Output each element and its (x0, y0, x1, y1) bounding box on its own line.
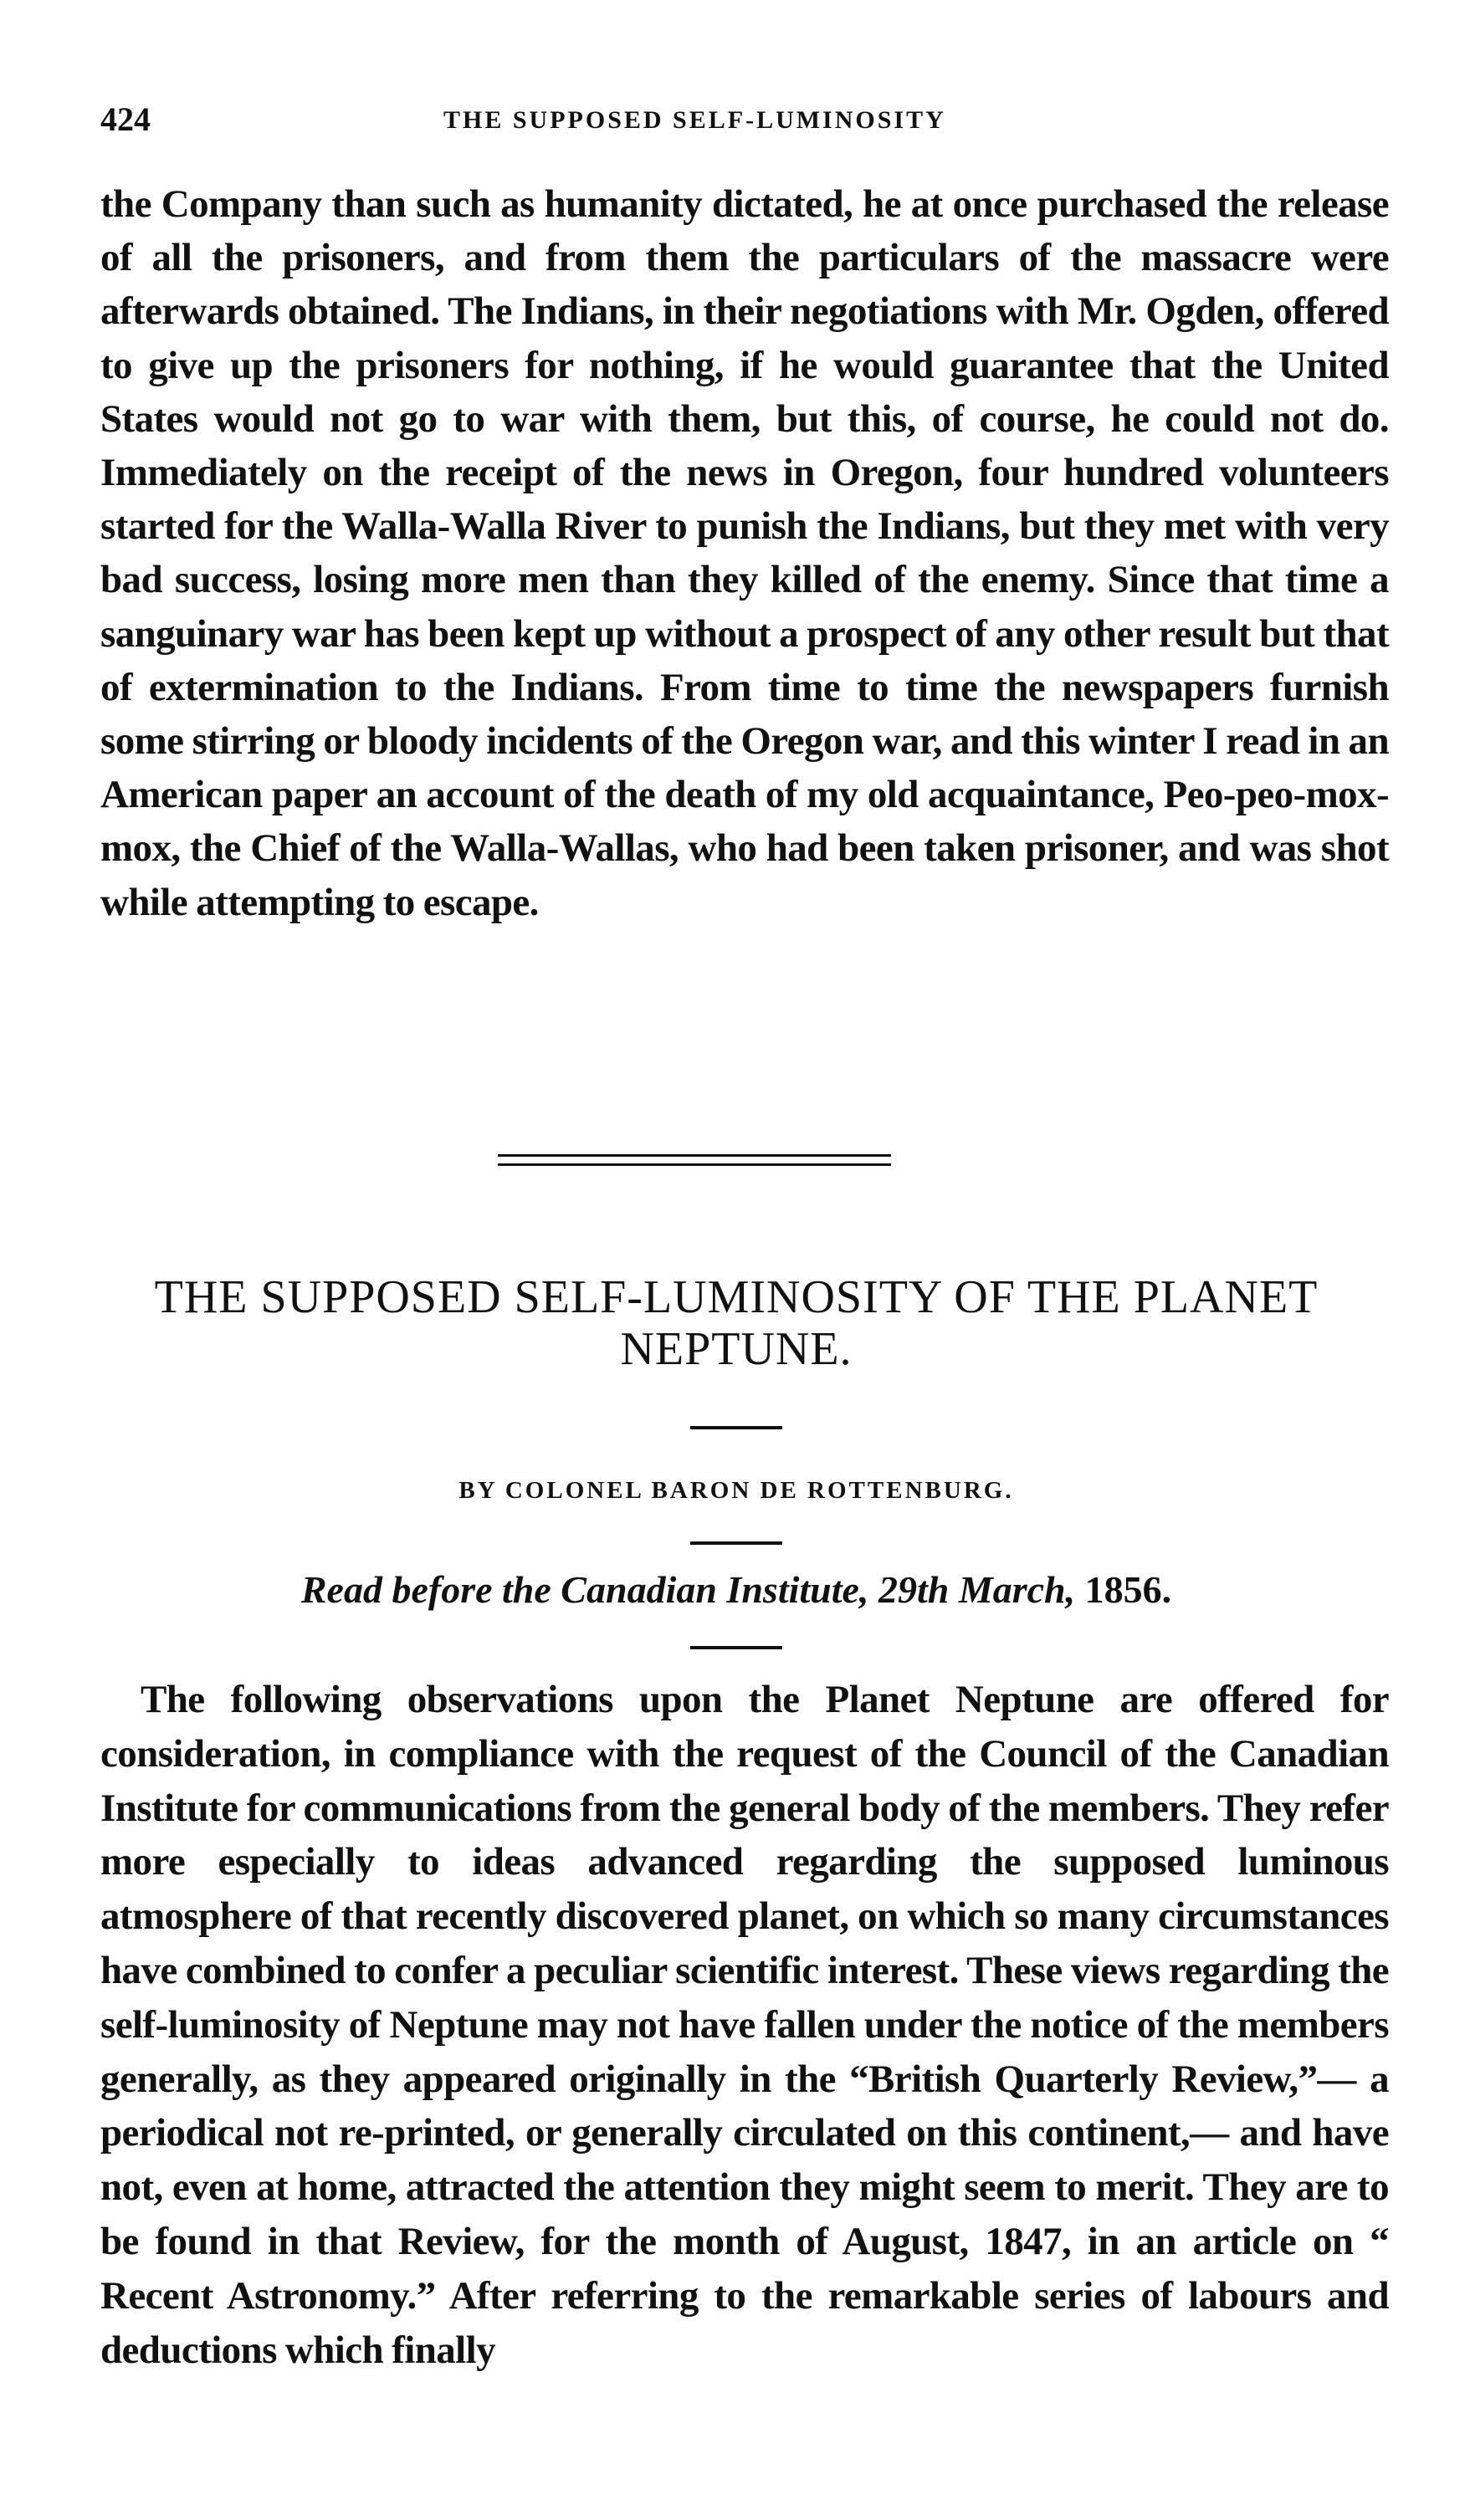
article-title-line-1: THE SUPPOSED SELF-LUMINOSITY OF THE PLANET (154, 1271, 1319, 1323)
read-before-rule (690, 1646, 782, 1649)
read-before-venue: Read before the Canadian Institute, (300, 1568, 869, 1611)
title-rule (690, 1426, 782, 1429)
article-title-line-2: NEPTUNE. (620, 1323, 853, 1375)
page-number: 424 (100, 100, 151, 138)
article-title (84, 1271, 1389, 1375)
byline-rule (690, 1541, 782, 1545)
running-head (100, 99, 1389, 141)
lead-paragraph: the Company than such as humanity dictated, he at once purchased the release of all the prisoners, and from them the particulars of the massacre were afterwards obtained. The Indians, in their negotiations with Mr. Ogden, offered to give up the prisoners for nothing, if he would guarantee that the United States would not go to war with them, but this, of course, he could not do. Immediately on the receipt of the news in Oregon, four hundred volunteers started for the Walla-Walla River to punish the Indians, but they met with very bad success, losing more men than they killed of the enemy. Since that time a sanguinary war has been kept up without a prospect of any other result but that of extermination to the Indians. From time to time the newspapers furnish some stirring or bloody incidents of the Oregon war, and this winter I read in an American paper an account of the death of my old acquaintance, Peo-peo-mox-mox, the Chief of the Walla-Wallas, who had been taken prisoner, and was shot while attempting to escape. (100, 182, 1389, 924)
running-title: THE SUPPOSED SELF-LUMINOSITY (443, 106, 946, 134)
article-body-paragraph: The following observations upon the Planet Neptune are offered for consideration, in compliance with the request of the Council of the Canadian Institute for communications from the general body of the members. They refer more especially to ideas advanced regarding the supposed luminous atmosphere of that recently discovered planet, on which so many circumstances have combined to confer a peculiar scientific interest. These views regarding the self-luminosity of Neptune may not have fallen under the notice of the members generally, as they appeared originally in the “British Quarterly Review,”— a periodical not re-printed, or generally circulated on this continent,— and have not, even at home, attracted the attention they might seem to merit. They are to be found in that Review, for the month of August, 1847, in an article on “ Recent Astronomy.” After referring to the remarkable series of labours and deductions which finally (100, 1678, 1389, 2372)
read-before-year: 1856. (1084, 1568, 1172, 1611)
byline: BY COLONEL BARON DE ROTTENBURG. (458, 1477, 1014, 1504)
section-divider-double-rule (498, 1154, 891, 1166)
read-before-date: 29th March, (878, 1568, 1076, 1611)
read-before-line (84, 1564, 1389, 1616)
